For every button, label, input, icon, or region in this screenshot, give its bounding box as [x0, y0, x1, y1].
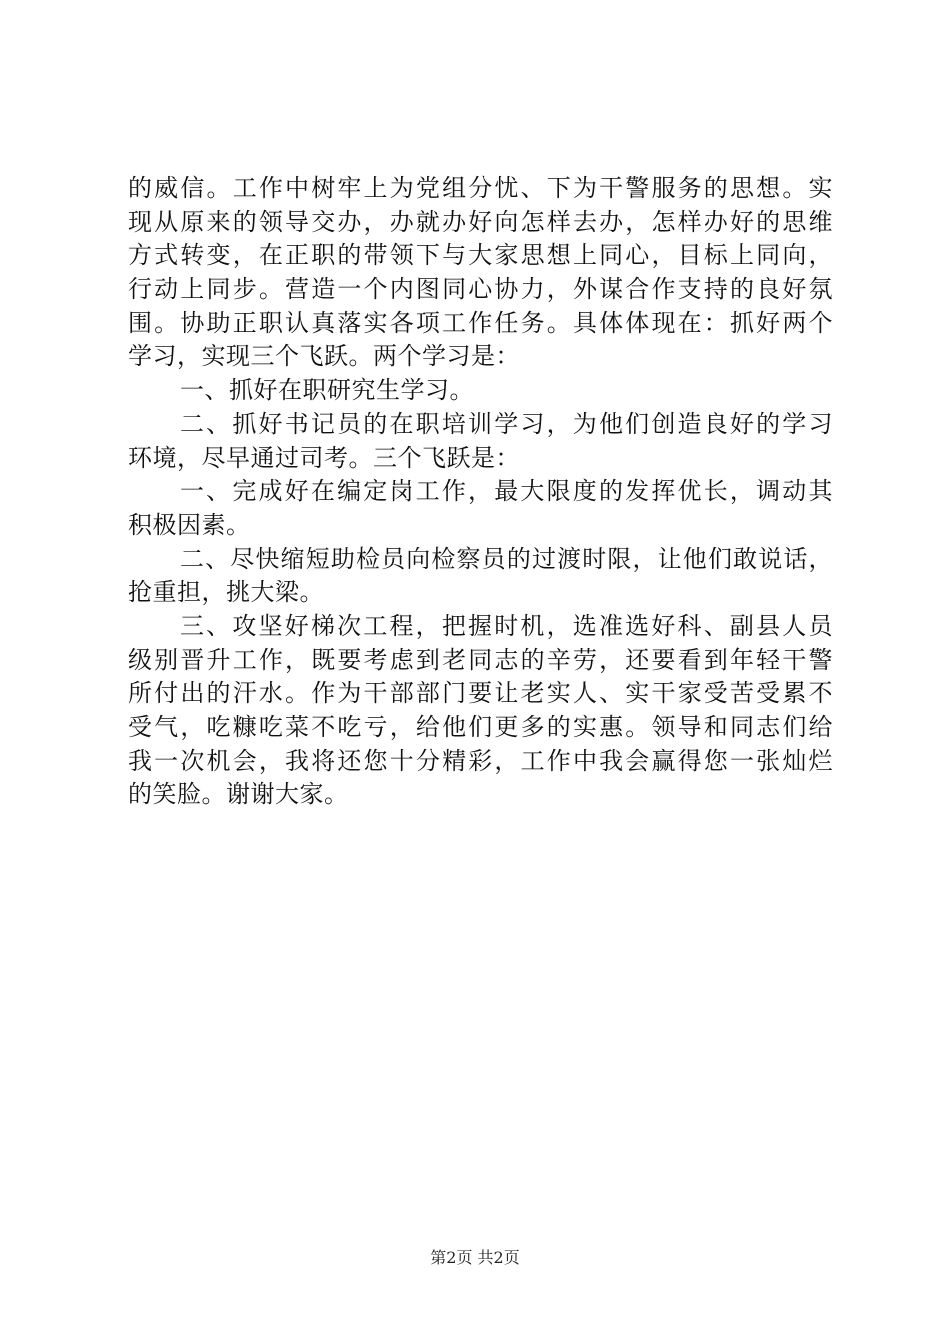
text-line: 积极因素。 — [128, 510, 251, 539]
text-line: 级别晋升工作，既要考虑到老同志的辛劳，还要看到年轻干警 — [128, 645, 833, 674]
paragraph-intro — [128, 172, 833, 374]
text-line: 方式转变，在正职的带领下与大家思想上同心，目标上同向， — [128, 241, 833, 270]
document-body — [128, 172, 833, 812]
paragraph-leap-three — [128, 610, 833, 812]
text-line: 围。协助正职认真落实各项工作任务。具体体现在：抓好两个 — [128, 308, 833, 337]
paragraph-study-one — [128, 374, 833, 408]
paragraph-leap-one — [128, 475, 833, 542]
text-line: 现从原来的领导交办，办就办好向怎样去办，怎样办好的思维 — [128, 207, 833, 236]
paragraph-study-two — [128, 408, 833, 475]
text-line: 的威信。工作中树牢上为党组分忧、下为干警服务的思想。实 — [128, 174, 833, 202]
text-line: 一、完成好在编定岗工作，最大限度的发挥优长，调动其 — [180, 477, 833, 506]
text-line: 的笑脸。谢谢大家。 — [128, 780, 349, 809]
page-number-footer: 第2页 共2页 — [430, 1248, 520, 1267]
text-line: 所付出的汗水。作为干部部门要让老实人、实干家受苦受累不 — [128, 679, 833, 708]
text-line: 三、攻坚好梯次工程，把握时机，选准选好科、副县人员 — [180, 611, 833, 640]
text-line: 二、尽快缩短助检员向检察员的过渡时限，让他们敢说话， — [180, 544, 833, 573]
text-line: 学习，实现三个飞跃。两个学习是： — [128, 342, 520, 371]
text-line: 环境，尽早通过司考。三个飞跃是： — [128, 443, 520, 472]
text-line: 行动上同步。营造一个内图同心协力，外谋合作支持的良好氛 — [128, 275, 833, 304]
text-line: 一、抓好在职研究生学习。 — [180, 376, 474, 405]
text-line: 二、抓好书记员的在职培训学习，为他们创造良好的学习 — [180, 409, 833, 438]
paragraph-leap-two — [128, 543, 833, 610]
text-line: 受气，吃糠吃菜不吃亏，给他们更多的实惠。领导和同志们给 — [128, 713, 833, 741]
text-line: 我一次机会，我将还您十分精彩，工作中我会赢得您一张灿烂 — [128, 746, 833, 775]
text-line: 抢重担，挑大梁。 — [128, 578, 324, 607]
